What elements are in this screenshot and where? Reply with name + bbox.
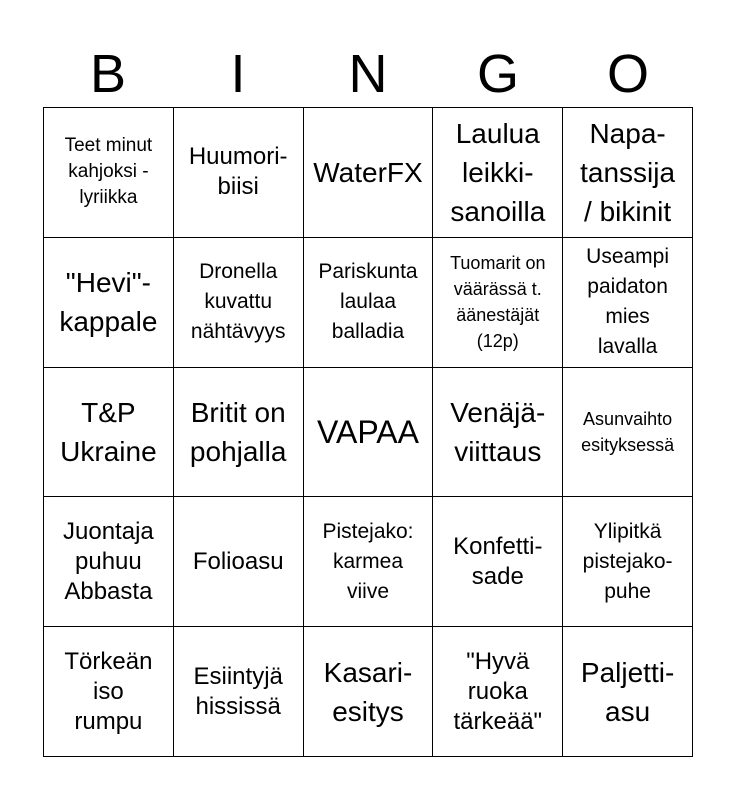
- bingo-cell[interactable]: Huumori- biisi: [174, 108, 304, 238]
- header-letter-n: N: [348, 44, 388, 104]
- bingo-cell[interactable]: Konfetti- sade: [433, 497, 563, 627]
- bingo-cell[interactable]: Laulua leikki- sanoilla: [433, 108, 563, 238]
- bingo-cell[interactable]: Paljetti- asu: [563, 627, 693, 757]
- bingo-cell[interactable]: "Hyvä ruoka tärkeää": [433, 627, 563, 757]
- bingo-cell[interactable]: Useampi paidaton mies lavalla: [563, 238, 693, 368]
- bingo-grid: [43, 107, 693, 757]
- bingo-cell[interactable]: Pariskunta laulaa balladia: [304, 238, 434, 368]
- header-letter-g: G: [476, 44, 519, 104]
- bingo-cell[interactable]: T&P Ukraine: [44, 368, 174, 498]
- bingo-cell[interactable]: Venäjä- viittaus: [433, 368, 563, 498]
- bingo-cell[interactable]: Pistejako: karmea viive: [304, 497, 434, 627]
- bingo-cell[interactable]: Tuomarit on väärässä t. äänestäjät (12p): [433, 238, 563, 368]
- bingo-header: [43, 40, 693, 108]
- bingo-cell-free-space[interactable]: VAPAA: [304, 368, 434, 498]
- bingo-cell[interactable]: Britit on pohjalla: [174, 368, 304, 498]
- bingo-cell[interactable]: "Hevi"- kappale: [44, 238, 174, 368]
- header-letter-b: B: [89, 44, 127, 104]
- bingo-cell[interactable]: WaterFX: [304, 108, 434, 238]
- bingo-cell[interactable]: Kasari- esitys: [304, 627, 434, 757]
- bingo-cell[interactable]: Törkeän iso rumpu: [44, 627, 174, 757]
- bingo-cell[interactable]: Ylipitkä pistejako- puhe: [563, 497, 693, 627]
- bingo-cell[interactable]: Teet minut kahjoksi - lyriikka: [44, 108, 174, 238]
- bingo-cell[interactable]: Dronella kuvattu nähtävyys: [174, 238, 304, 368]
- bingo-cell[interactable]: Napa- tanssija / bikinit: [563, 108, 693, 238]
- bingo-cell[interactable]: Asunvaihto esityksessä: [563, 368, 693, 498]
- bingo-cell[interactable]: Folioasu: [174, 497, 304, 627]
- bingo-cell[interactable]: Esiintyjä hississä: [174, 627, 304, 757]
- header-letter-o: O: [606, 44, 649, 104]
- header-letter-i: I: [230, 44, 246, 104]
- bingo-cell[interactable]: Juontaja puhuu Abbasta: [44, 497, 174, 627]
